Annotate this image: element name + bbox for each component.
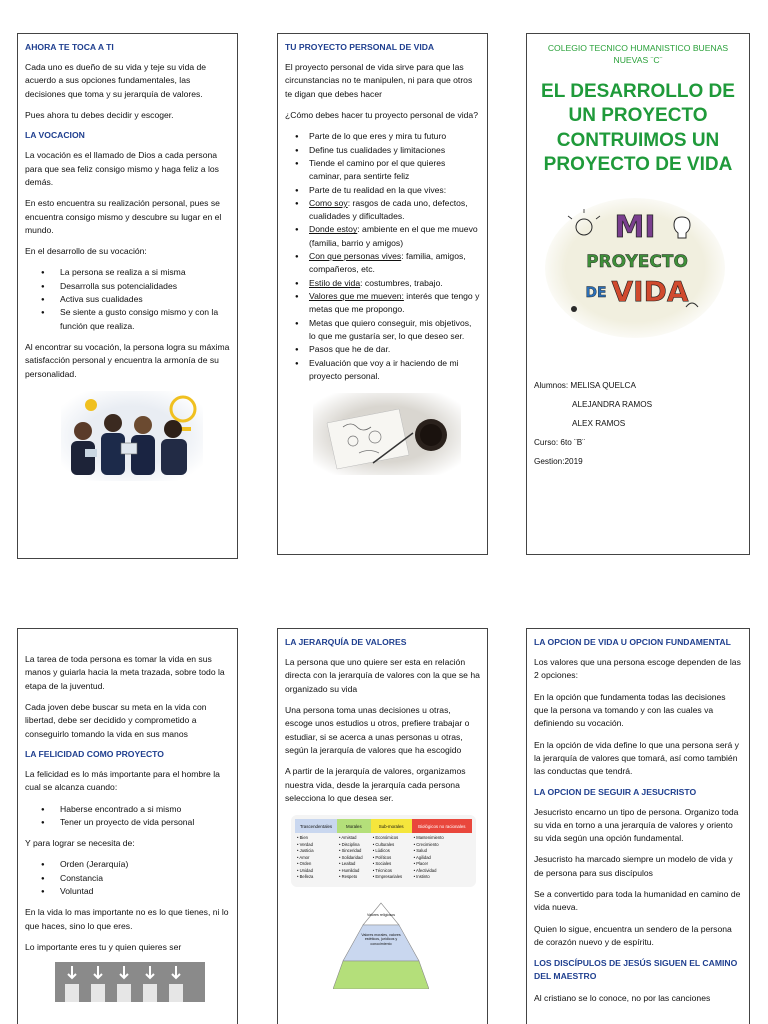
table-cell xyxy=(371,833,412,883)
paragraph: Quien lo sigue, encuentra un sendero de la persona de corazón nuevo y de espíritu. xyxy=(534,923,732,947)
cell-item: • Lúdicos xyxy=(372,848,390,854)
list-item: ● La persona se realiza a si misma xyxy=(25,266,230,279)
cell-item: • Orden xyxy=(297,861,312,867)
table-header: Trascendentales xyxy=(295,819,337,833)
requisitos-bullet-list xyxy=(25,858,230,898)
cell-item: • Salud xyxy=(413,848,427,854)
list-item xyxy=(285,250,480,277)
proyecto-bullet-list xyxy=(285,130,480,383)
cell-item: • Instinto xyxy=(413,874,430,880)
panel-jerarquia xyxy=(277,628,488,1024)
list-item: ● Haberse encontrado a si mismo xyxy=(25,803,230,816)
logo-text-proyecto: PROYECTO xyxy=(586,252,688,273)
list-item xyxy=(285,290,480,317)
paragraph: Jesucristo encarno un tipo de persona. Organizo toda su vida en torno a una jerarquía de valores y oriento su vida según una opción fundamental. xyxy=(534,806,739,844)
table-cell xyxy=(412,833,472,883)
cell-item: • Sinceridad xyxy=(338,848,362,854)
term-estilo-de-vida: Estilo de vida xyxy=(309,277,361,288)
values-table xyxy=(295,819,472,883)
paragraph: Al cristiano se lo conoce, no por las canciones xyxy=(534,993,711,1004)
paragraph: Y para lograr se necesita de: xyxy=(25,838,135,849)
term-desc: : ambiente en el que me muevo (familia, barrio y amigos) xyxy=(309,224,478,248)
logo-text-vida: VIDA xyxy=(611,275,689,309)
table-cell xyxy=(295,833,337,883)
cell-item: • Respeto xyxy=(338,874,358,880)
cover-title: EL DESARROLLO DE UN PROYECTO CONTRUIMOS UN PROYECTO DE VIDA xyxy=(541,81,735,175)
term-valores: Valores que me mueven: xyxy=(309,291,404,301)
heading-proyecto-personal: TU PROYECTO PERSONAL DE VIDA xyxy=(285,42,435,52)
cell-item: • Placer xyxy=(413,861,429,867)
list-item: ● Evaluación que voy a ir haciendo de mi proyecto personal. xyxy=(285,357,480,384)
paragraph: La tarea de toda persona es tomar la vida en sus manos y guiarla hacia la meta trazada, sobre todo la etapa de la juventud. xyxy=(25,654,225,691)
list-item: ● Se siente a gusto consigo mismo y con la función que realiza. xyxy=(25,306,230,333)
cell-item: • Solidaridad xyxy=(338,854,363,860)
gestion-line: Gestion:2019 xyxy=(534,456,583,466)
term-donde-estoy: Donde estoy xyxy=(309,224,358,235)
notebook-coffee-photo xyxy=(313,393,461,475)
list-item: ● Activa sus cualidades xyxy=(25,293,230,306)
cell-item: • Lealtad xyxy=(338,861,356,867)
heading-seguir-jesucristo: LA OPCION DE SEGUIR A JESUCRISTO xyxy=(534,786,697,797)
term-con-que-personas: Con que personas vives xyxy=(309,251,402,262)
paragraph: A partir de la jerarquía de valores, organizamos nuestra vida, desde la jerarquía cada persona selecciona lo que desea ser. xyxy=(285,766,466,803)
list-item: ● Tiende el camino por el que quieres caminar, para sentirte feliz xyxy=(285,157,480,184)
curso-line: Curso: 6to ¨B¨ xyxy=(534,437,585,447)
list-item: ● Parte de tu realidad en la que vives: xyxy=(285,184,480,197)
alumno-name: ALEX RAMOS xyxy=(572,419,626,428)
paragraph: Al encontrar su vocación, la persona logra su máxima satisfacción personal y encuentra la armonía de su personalidad. xyxy=(25,342,230,379)
cell-item: • Belleza xyxy=(297,874,314,880)
heading-felicidad: LA FELICIDAD COMO PROYECTO xyxy=(25,748,164,759)
list-item xyxy=(285,197,480,224)
table-header: Morales xyxy=(337,819,371,833)
cell-item: • Empresariales xyxy=(372,874,403,880)
list-item: ● Orden (Jerarquía) xyxy=(25,858,230,871)
list-item xyxy=(285,223,480,250)
cell-item: • Afectividad xyxy=(413,867,437,873)
list-item: ● Tener un proyecto de vida personal xyxy=(25,816,230,829)
alumno-name: ALEJANDRA RAMOS xyxy=(572,400,653,410)
term-desc: : familia, amigos, compañeros, etc. xyxy=(309,251,466,275)
term-desc: interés que tengo y metas que me propongo. xyxy=(309,291,480,315)
cell-item: • Disciplina xyxy=(338,841,360,847)
paragraph: En la vida lo mas importante no es lo que tienes, ni lo que haces, sino lo que eres. xyxy=(25,907,229,931)
panel-felicidad xyxy=(17,628,238,1024)
heading-opcion-de-vida: LA OPCION DE VIDA U OPCION FUNDAMENTAL xyxy=(534,637,731,647)
values-table-figure xyxy=(291,815,476,887)
students-photo xyxy=(61,391,203,481)
heading-vocacion: LA VOCACION xyxy=(25,130,85,141)
paragraph: La vocación es el llamado de Dios a cada persona para que sea feliz consigo mismo y haga feliz a los demás. xyxy=(25,150,219,187)
pyramid-top-label: Valores religiosos xyxy=(366,912,396,917)
cell-item: • Políticos xyxy=(372,854,392,860)
paragraph: La felicidad es lo más importante para el hombre la cual se alcanza cuando: xyxy=(25,768,220,793)
paragraph: Pues ahora tu debes decidir y escoger. xyxy=(25,109,174,120)
cell-item: • Agilidad xyxy=(413,854,431,860)
cell-item: • Culturales xyxy=(372,841,395,847)
cell-item: • Económicos xyxy=(372,835,399,841)
paragraph: En la opción de vida define lo que una persona será y la jerarquía de valores que tomará, así como también las conductas que tendrá. xyxy=(534,739,739,777)
cell-item: • Bien xyxy=(297,835,309,841)
values-pyramid xyxy=(333,899,429,989)
list-item: ● Metas que quiero conseguir, mis objetivos, lo que me gustaría ser, lo que deseo ser. xyxy=(285,317,480,344)
list-item: ● Parte de lo que eres y mira tu futuro xyxy=(285,130,480,143)
paragraph: Lo importante eres tu y quien quieres ser xyxy=(25,942,182,952)
heading-jerarquia: LA JERARQUÍA DE VALORES xyxy=(285,637,407,647)
paragraph: Cada joven debe buscar su meta en la vida con libertad, debe ser decidido y comprometido a conseguirlo tomando la vida en sus manos xyxy=(25,701,207,739)
cell-item: • Justicia xyxy=(297,848,314,854)
paragraph: En la opción que fundamenta todas las decisiones que la persona va tomando y con las cuales va definiendo su vocación. xyxy=(534,691,726,729)
cell-item: • Sociales xyxy=(372,861,392,867)
term-desc: : rasgos de cada uno, defectos, cualidades y dificultades. xyxy=(309,197,468,222)
table-cell xyxy=(337,833,371,883)
list-item: ● Voluntad xyxy=(25,885,230,898)
cell-item: • Crecimiento xyxy=(413,841,439,847)
panel-cover xyxy=(526,33,750,555)
cell-item: • Humildad xyxy=(338,867,360,873)
paragraph: Cada uno es dueño de su vida y teje su vida de acuerdo a sus opciones fundamentales, las decisiones que toma y su jerarquía de valores. xyxy=(25,62,207,99)
cell-item: • Técnicos xyxy=(372,867,393,873)
cell-item: • Unidad xyxy=(297,867,313,873)
cell-item: • Mantenimiento xyxy=(413,835,444,841)
pyramid-mid-label: Valores morales, valores estéticos, jurídicos y conocimiento xyxy=(361,932,401,946)
table-header: Biológicos no racionales xyxy=(412,819,472,833)
cell-item: • Amistad xyxy=(338,835,357,841)
cell-item: • Amor xyxy=(297,854,310,860)
paragraph: El proyecto personal de vida sirve para que las circunstancias no te manipulen, ni para que otros te digan que debes hacer xyxy=(285,62,473,99)
term-como-soy: Como soy xyxy=(309,197,348,208)
paragraph: Jesucristo ha marcado siempre un modelo de vida y de persona para sus discípulos xyxy=(534,854,733,878)
heading-ahora-te-toca: AHORA TE TOCA A TI xyxy=(25,42,114,52)
arrows-photo xyxy=(55,962,205,1002)
list-item: ● Define tus cualidades y limitaciones xyxy=(285,144,480,157)
list-item: ● Desarrolla sus potencialidades xyxy=(25,280,230,293)
mi-proyecto-de-vida-logo xyxy=(544,197,726,339)
logo-text-de: DE xyxy=(585,285,607,302)
paragraph: Una persona toma unas decisiones u otras, escoge unos estudios u otros, prefiere trabajar o estudiar, si se acerca a unas personas u otras, según la jerarquía de valores que ha escogido xyxy=(285,704,470,755)
list-item xyxy=(285,277,480,290)
paragraph: En esto encuentra su realización personal, pues se encuentra consigo mismo y descubre su lugar en el mundo. xyxy=(25,198,222,235)
paragraph: Los valores que una persona escoge dependen de las 2 opciones: xyxy=(534,657,741,681)
vocacion-bullet-list xyxy=(25,266,230,333)
paragraph: Se a convertido para toda la humanidad en camino de vida nueva. xyxy=(534,889,741,913)
alumnos-line: Alumnos: MELISA QUELCA xyxy=(534,381,636,391)
paragraph: ¿Cómo debes hacer tu proyecto personal de vida? xyxy=(285,109,478,120)
panel-ahora-te-toca xyxy=(17,33,238,559)
term-desc: : costumbres, trabajo. xyxy=(360,277,443,288)
heading-discipulos: LOS DISCÍPULOS DE JESÚS SIGUEN EL CAMINO DEL MAESTRO xyxy=(534,958,738,982)
school-name: COLEGIO TECNICO HUMANISTICO BUENAS NUEVAS ¨C¨ xyxy=(547,43,729,66)
logo-text-mi: MI xyxy=(614,210,656,246)
paragraph: En el desarrollo de su vocación: xyxy=(25,246,147,257)
table-header: Sub-morales xyxy=(371,819,412,833)
panel-proyecto-personal xyxy=(277,33,488,555)
felicidad-bullet-list xyxy=(25,803,230,830)
paragraph: La persona que uno quiere ser esta en relación directa con la jerarquía de valores con la que se ha organizado su vida xyxy=(285,657,480,694)
list-item: ● Pasos que he de dar. xyxy=(285,343,480,356)
cell-item: • Verdad xyxy=(297,841,313,847)
list-item: ● Constancia xyxy=(25,872,230,885)
panel-opcion-de-vida xyxy=(526,628,750,1024)
